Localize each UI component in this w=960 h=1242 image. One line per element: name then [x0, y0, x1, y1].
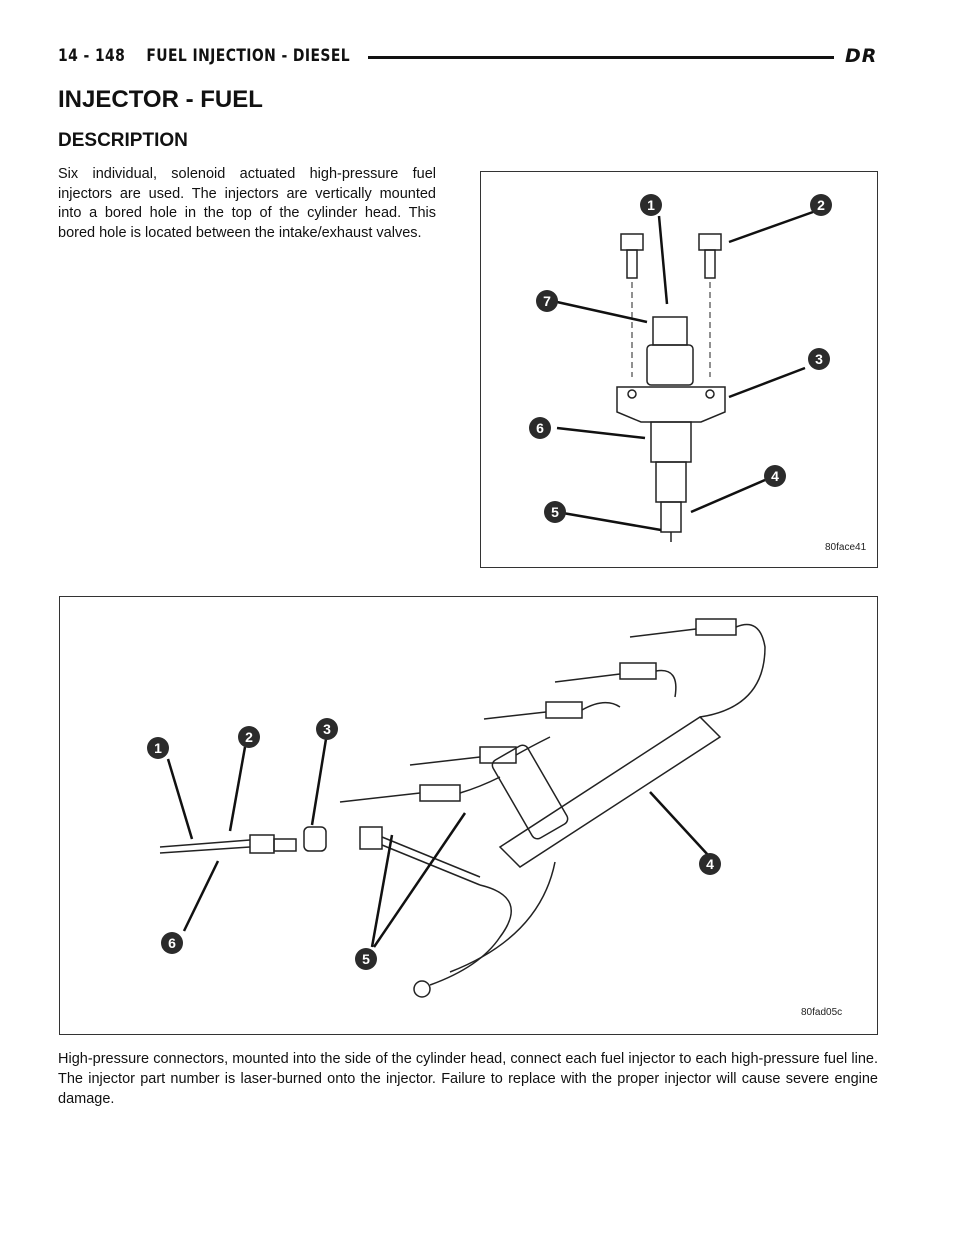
connector-illustration	[60, 597, 877, 1034]
callout-6: 6	[529, 417, 551, 439]
callout-5: 5	[355, 948, 377, 970]
section-number: 14 - 148	[58, 46, 126, 66]
callout-3: 3	[808, 348, 830, 370]
callout-5: 5	[544, 501, 566, 523]
connector-figure	[59, 596, 878, 1035]
model-code: DR	[845, 45, 878, 67]
page-title: INJECTOR - FUEL	[58, 86, 263, 113]
callout-4: 4	[699, 853, 721, 875]
header-rule	[368, 56, 834, 59]
callout-2: 2	[238, 726, 260, 748]
figure-code: 80face41	[825, 542, 867, 553]
callout-1: 1	[147, 737, 169, 759]
description-paragraph-2: High-pressure connectors, mounted into the side of the cylinder head, connect each fuel injector to each high-pressure fuel line. The injector part number is laser-burned onto the injector. Failure to replace with the proper injector will cause severe engine damage.	[58, 1051, 878, 1107]
description-paragraph-1: Six individual, solenoid actuated high-pressure fuel injectors are used. The injectors are vertically mounted into a bored hole in the top of the cylinder head. This bored hole is located between the intake/exhaust valves.	[58, 166, 436, 241]
figure-code: 80fad05c	[801, 1007, 843, 1018]
callout-4: 4	[764, 465, 786, 487]
callout-1: 1	[640, 194, 662, 216]
callout-2: 2	[810, 194, 832, 216]
injector-figure	[480, 171, 878, 568]
callout-7: 7	[536, 290, 558, 312]
section-heading: DESCRIPTION	[58, 130, 188, 151]
page-header-title	[58, 46, 350, 66]
chapter-title: FUEL INJECTION - DIESEL	[146, 46, 351, 66]
callout-3: 3	[316, 718, 338, 740]
callout-6: 6	[161, 932, 183, 954]
